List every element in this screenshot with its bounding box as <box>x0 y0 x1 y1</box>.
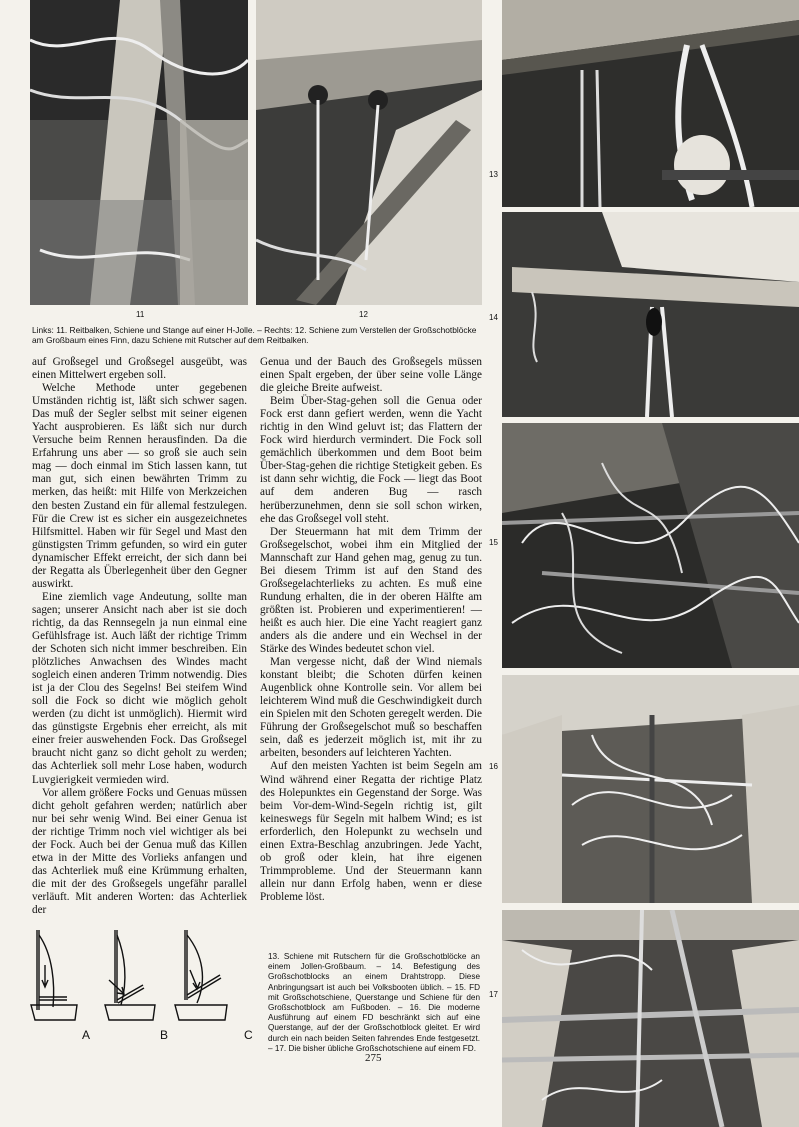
photo-16 <box>502 675 799 903</box>
sketch-label-b: B <box>160 1028 169 1042</box>
figure-number-17: 17 <box>489 990 498 999</box>
figure-number-16: 16 <box>489 762 498 771</box>
photo-16-image <box>502 675 799 903</box>
photo-15 <box>502 423 799 668</box>
photo-12-image <box>256 0 482 305</box>
text-column-1 <box>32 356 247 917</box>
sketch-c <box>175 930 227 1020</box>
col1-paragraph: Vor allem größere Focks und Genuas müssen dicht geholt gefahren werden; natürlich aber nur bei sehr wenig Wind. Bei einer Genua ist der richtige Trimm noch viel wichtiger als bei der Fock. Auch bei der Genua muß das Killen etwa in der Mitte des Vorlieks anfangen und das Achterliek muß eine Krümmung erhalten, die mit der des Großsegels ungefähr parallel verläuft. Mit anderen Worten: das Achterliek der <box>32 786 247 916</box>
photo-17 <box>502 910 799 1127</box>
photo-11-image <box>30 0 248 305</box>
bottom-caption: 13. Schiene mit Rutschern für die Großschotblöcke an einem Jollen-Großbaum. – 14. Befestigung des Großschotblocks an einem Drahtstropp. Diese Anbringungsart ist auch bei Volksbooten üblich. – 15. FD mit Großschotschiene, Querstange und Schiene für den Großschotblock am Fußboden. – 16. Die moderne Ausführung auf einem FD beschränkt sich auf eine Querstange, auf der der Großschotblock gleitet. Er wird durch ein nach beiden Seiten fahrendes Ende festgesetzt. – 17. Die bisher übliche Großschotschiene auf einem FD. <box>268 952 480 1053</box>
photo-14-image <box>502 212 799 417</box>
col2-paragraph: Beim Über-Stag-gehen soll die Genua oder Fock erst dann gefiert werden, wenn die Yacht richtig in den Wind geluvt ist; das Flattern der Fock wird hierdurch vermindert. Die Fock soll gemächlich überkommen und dem Boot beim Über-Stag-gehen die richtige Stetigkeit geben. Es ist dann sehr wichtig, die Fock — liegt das Boot auf dem anderen Bug — rasch herüberzunehmen, denn sie soll schon wirken, ehe das Großsegel voll steht. <box>260 395 482 525</box>
sketch-a <box>31 930 77 1020</box>
sketch-label-c: C <box>244 1028 253 1042</box>
col1-paragraph: auf Großsegel und Großsegel ausgeübt, was einen Mittelwert ergeben soll. <box>32 356 247 382</box>
top-caption: Links: 11. Reitbalken, Schiene und Stange auf einer H-Jolle. – Rechts: 12. Schiene zum Verstellen der Großschotblöcke am Großbaum eines Finn, dazu Schiene mit Rutscher auf dem Reitbalken. <box>32 325 477 346</box>
photo-11 <box>30 0 248 305</box>
photo-14 <box>502 212 799 417</box>
page-number: 275 <box>365 1052 382 1064</box>
figure-number-12: 12 <box>359 310 368 319</box>
col2-paragraph: Man vergesse nicht, daß der Wind niemals konstant bleibt; die Schoten dürfen keinen Augenblick ohne Kontrolle sein. Vor allem bei leichterem Wind muß die Geschwindigkeit durch ein Spielen mit den Schoten geregelt werden. Die Führung der Großsegelschot muß so beschaffen sein, daß es jederzeit möglich ist, mit ihr zu arbeiten, besonders auf leichteren Yachten. <box>260 656 482 760</box>
figure-number-11: 11 <box>136 310 145 319</box>
col2-paragraph: Auf den meisten Yachten ist beim Segeln am Wind während einer Regatta der richtige Platz des Holepunktes ein Gegenstand der Sorge. Was beim Vor-dem-Wind-Segeln richtig ist, gilt keineswegs für Segeln mit halbem Wind; es ist erforderlich, den Holepunkt zu wechseln und einen Extra-Beschlag anzubringen. Jede Yacht, ob groß oder klein, hat ihre eigenen Trimmprobleme. Und der Steuermann kann allein nur dann Erfolg haben, wenn er diese Probleme löst. <box>260 760 482 903</box>
figure-number-13: 13 <box>489 170 498 179</box>
col2-paragraph: Genua und der Bauch des Großsegels müssen einen Spalt ergeben, der über seine volle Länge die gleiche Breite aufweist. <box>260 356 482 395</box>
col2-paragraph: Der Steuermann hat mit dem Trimm der Großsegelschot, wobei ihm ein Mitglied der Mannschaft zur Hand gehen mag, genug zu tun. Bei diesem Trimm ist auf den Stand des Großsegelachterlieks zu achten. Es muß eine Rundung erhalten, die in der oberen Hälfte am größten ist. Probieren und experimentieren! — heißt es auch hier. Die eine Yacht reagiert ganz anders als die andere und ein Wechsel in der Stärke des Windes bedeutet schon viel. <box>260 525 482 656</box>
sketch-label-a: A <box>82 1028 91 1042</box>
photo-15-image <box>502 423 799 668</box>
trim-sketches <box>25 925 250 1040</box>
sketch-b <box>105 930 155 1020</box>
photo-13-image <box>502 0 799 207</box>
figure-number-14: 14 <box>489 313 498 322</box>
photo-13 <box>502 0 799 207</box>
text-column-2 <box>260 356 482 904</box>
col1-paragraph: Eine ziemlich vage Andeutung, sollte man sagen; unserer Ansicht nach aber ist sie doch richtig, da das Rennsegeln ja nun einmal eine Gefühlsfrage ist. Auch läßt der richtige Trimm der Schoten sich nicht immer beschreiben. Ein plötzliches Anwachsen des Windes macht sogleich einen anderen Trimm notwendig. Dies ist ja der Clou des Segelns! Bei steifem Wind soll die Fock so dicht wie möglich geholt werden (zu dicht ist unmöglich). Hiermit wird das günstigste Ergebnis eher erreicht, als mit einer freier auswehenden Fock. Das Großsegel braucht nicht ganz so dicht geholt zu werden; das Achterliek soll mehr Lose haben, wodurch Luvgierigkeit vermieden wird. <box>32 590 247 786</box>
col1-paragraph: Welche Methode unter gegebenen Umständen richtig ist, läßt sich schwer sagen. Das muß der Segler selbst mit seiner eigenen Yacht ausprobieren. Es läßt sich nur durch Versuche beim Rennen herausfinden. Da die Erfahrung uns aber — so groß sie auch sein mag — doch einmal im Stich lassen kann, tut man gut, sich einen bewährten Trimm zu merken, das heißt: mit Hilfe von Merkzeichen den besten Zustand ein für allemal festzulegen. Für die Crew ist es sicher ein ausgezeichnetes Hilfsmittel. Haben wir für Segel und Mast den günstigsten Trimm gefunden, so wird ein guter dynamischer Effekt erreicht, der sich dann bei der Regatta als Überlegenheit über den Gegner auswirkt. <box>32 382 247 590</box>
photo-17-image <box>502 910 799 1127</box>
photo-12 <box>256 0 482 305</box>
figure-number-15: 15 <box>489 538 498 547</box>
